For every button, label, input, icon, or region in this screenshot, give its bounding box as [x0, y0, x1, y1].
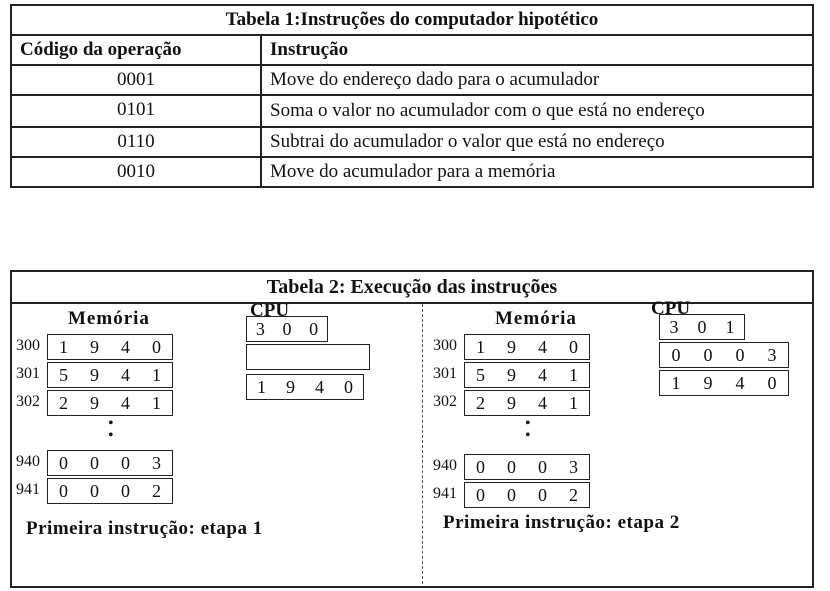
digit: 4	[735, 372, 745, 393]
memory-word	[47, 334, 173, 360]
digit: 2	[476, 392, 485, 413]
digit: 9	[90, 392, 99, 413]
cpu-label: CPU	[250, 300, 290, 321]
digit: 0	[59, 480, 68, 501]
digit: 4	[315, 376, 324, 397]
table-row	[11, 65, 813, 95]
cpu-register-ac	[659, 342, 789, 368]
memory-label: Memória	[68, 308, 150, 329]
digit: 1	[257, 376, 266, 397]
table2-title: Tabela 2: Execução das instruções	[12, 272, 812, 304]
digit: 4	[538, 336, 547, 357]
memory-address: 302	[16, 393, 40, 410]
digit: 9	[90, 336, 99, 357]
execution-table	[10, 270, 814, 588]
memory-address: 941	[16, 481, 40, 498]
digit: 1	[671, 372, 681, 393]
memory-word	[464, 482, 590, 508]
cpu-register-pc	[659, 314, 745, 340]
digit: 0	[90, 480, 99, 501]
digit: 5	[59, 364, 68, 385]
memory-address: 940	[16, 453, 40, 470]
digit: 1	[152, 364, 161, 385]
digit: 0	[476, 456, 485, 477]
memory-word	[47, 390, 173, 416]
memory-word	[464, 390, 590, 416]
memory-address: 941	[433, 485, 457, 502]
cpu-label: CPU	[651, 298, 691, 319]
digit: 1	[476, 336, 485, 357]
memory-address: 301	[16, 365, 40, 382]
digit: 0	[121, 452, 130, 473]
digit: 4	[121, 336, 130, 357]
digit: 9	[703, 372, 713, 393]
cpu-register-pc	[246, 316, 328, 342]
opcode-cell: 0010	[11, 157, 261, 187]
table-row	[11, 157, 813, 187]
digit: 9	[507, 364, 516, 385]
digit: 0	[309, 318, 319, 339]
digit: 3	[767, 344, 777, 365]
memory-address: 302	[433, 393, 457, 410]
memory-word	[47, 362, 173, 388]
digit: 9	[507, 336, 516, 357]
digit: 3	[669, 316, 679, 337]
memory-address: 301	[433, 365, 457, 382]
digit: 1	[725, 316, 735, 337]
digit: 9	[507, 392, 516, 413]
table-caption-row	[11, 5, 813, 35]
instruction-cell: Move do acumulador para a memória	[261, 157, 813, 187]
memory-word	[47, 478, 173, 504]
memory-address: 300	[433, 337, 457, 354]
digit: 0	[767, 372, 777, 393]
table-row	[11, 95, 813, 127]
header-instruction: Instrução	[261, 35, 813, 65]
digit: 0	[538, 456, 547, 477]
digit: 1	[569, 392, 578, 413]
opcode-cell: 0101	[11, 95, 261, 127]
digit: 0	[90, 452, 99, 473]
digit: 0	[703, 344, 713, 365]
table-row	[11, 127, 813, 157]
step-caption: Primeira instrução: etapa 2	[443, 512, 680, 533]
instruction-cell: Subtrai do acumulador o valor que está no endereço	[261, 127, 813, 157]
digit: 4	[538, 392, 547, 413]
digit: 0	[671, 344, 681, 365]
digit: 3	[569, 456, 578, 477]
cpu-register-ir	[246, 374, 364, 400]
cpu-register-ac	[246, 344, 370, 370]
digit: 0	[697, 316, 707, 337]
digit: 9	[90, 364, 99, 385]
digit: 0	[507, 484, 516, 505]
digit: 3	[152, 452, 161, 473]
digit: 2	[152, 480, 161, 501]
step-caption: Primeira instrução: etapa 1	[26, 518, 263, 539]
digit: 1	[569, 364, 578, 385]
digit: 0	[569, 336, 578, 357]
digit: 4	[538, 364, 547, 385]
digit: 1	[152, 392, 161, 413]
cpu-register-ir	[659, 370, 789, 396]
digit: 9	[286, 376, 295, 397]
digit: 0	[152, 336, 161, 357]
instruction-cell: Soma o valor no acumulador com o que está no endereço	[261, 95, 813, 127]
memory-address: 940	[433, 457, 457, 474]
digit: 0	[344, 376, 353, 397]
memory-word	[464, 362, 590, 388]
execution-panel-step2	[423, 298, 814, 584]
digit: 1	[59, 336, 68, 357]
instruction-cell: Move do endereço dado para o acumulador	[261, 65, 813, 95]
digit: 2	[59, 392, 68, 413]
digit: 5	[476, 364, 485, 385]
digit: 0	[282, 318, 292, 339]
digit: 4	[121, 392, 130, 413]
memory-label: Memória	[495, 308, 577, 329]
memory-address: 300	[16, 337, 40, 354]
digit: 0	[476, 484, 485, 505]
ellipsis-dots: • •	[525, 415, 531, 444]
memory-word	[464, 334, 590, 360]
table-header-row	[11, 35, 813, 65]
digit: 0	[121, 480, 130, 501]
digit: 0	[735, 344, 745, 365]
digit: 3	[255, 318, 265, 339]
opcode-cell: 0001	[11, 65, 261, 95]
execution-panel-step1	[12, 300, 423, 584]
ellipsis-dots: • •	[108, 415, 114, 444]
header-opcode: Código da operação	[11, 35, 261, 65]
memory-word	[464, 454, 590, 480]
opcode-cell: 0110	[11, 127, 261, 157]
digit: 0	[59, 452, 68, 473]
table1-caption: Tabela 1:Instruções do computador hipotético	[11, 5, 813, 35]
digit: 2	[569, 484, 578, 505]
digit: 0	[507, 456, 516, 477]
memory-word	[47, 450, 173, 476]
digit: 0	[538, 484, 547, 505]
instructions-table	[10, 4, 814, 188]
digit: 4	[121, 364, 130, 385]
